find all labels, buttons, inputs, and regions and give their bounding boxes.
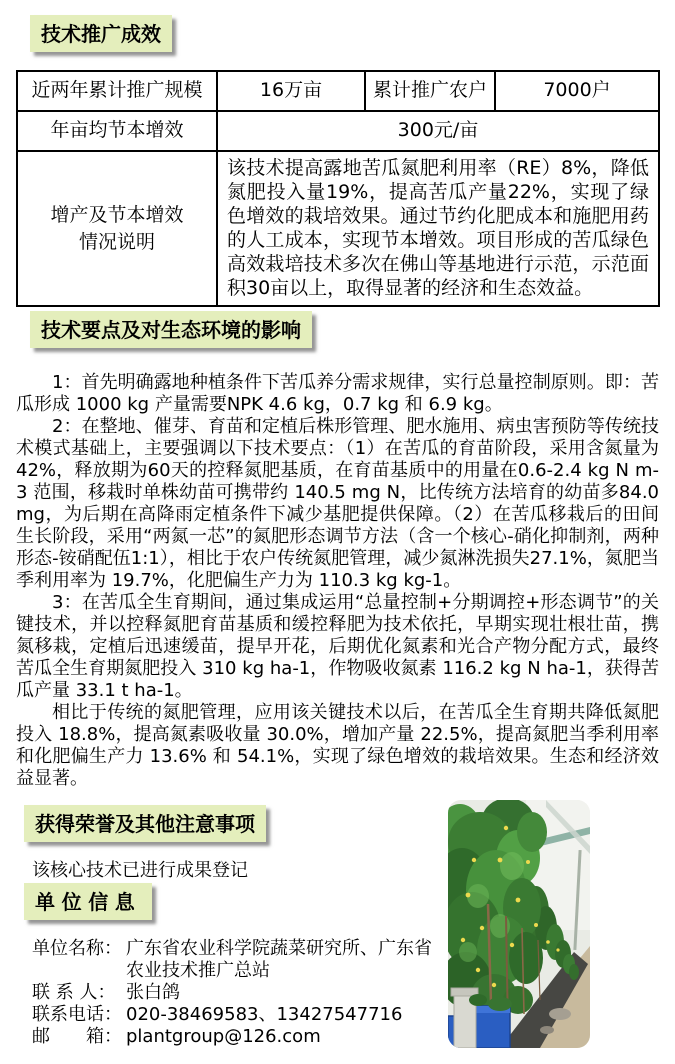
contact-row-email [32, 1026, 438, 1048]
cell-farmers-label: 累计推广农户 [365, 71, 495, 111]
cell-farmers-value: 7000户 [495, 71, 659, 111]
contact-row-unit-name [32, 938, 438, 982]
promotion-stats-table [16, 70, 660, 307]
cell-benefit-value: 300元/亩 [217, 111, 659, 151]
cell-promo-scale-value: 16万亩 [217, 71, 365, 111]
description-label-line1: 增产及节本增效 [50, 203, 184, 226]
section-header-honors: 获得荣誉及其他注意事项 [24, 805, 266, 842]
cell-promo-scale-label: 近两年累计推广规模 [17, 71, 217, 111]
table-row [17, 111, 659, 151]
section-header-tech-points: 技术要点及对生态环境的影响 [30, 311, 312, 348]
contact-value: 020-38469583、13427547716 [126, 1004, 403, 1025]
unit-contact-block [32, 938, 438, 1048]
contact-value: plantgroup@126.com [126, 1026, 321, 1047]
contact-label: 单位名称： [32, 938, 122, 959]
honor-note: 该核心技术已进行成果登记 [32, 860, 248, 881]
contact-label: 联 系 人： [32, 982, 116, 1003]
paragraph-4: 相比于传统的氮肥管理，应用该关键技术以后，在苦瓜全生育期共降低氮肥投入 18.8%，提高氮素吸收量 30.0%，增加产量 22.5%，提高氮肥当季利用率和化肥偏生产力 13.6% 和 54.1%，实现了绿色增效的栽培效果。生态和经济效益显著。 [16, 702, 659, 789]
paragraph-3: 3：在苦瓜全生育期间，通过集成运用“总量控制+分期调控+形态调节”的关键技术，并以控释氮肥育苗基质和缓控释肥为技术依托，早期实现壮根壮苗，携氮移栽，定植后迅速缓苗，提早开花，后期优化氮素和光合产物分配方式，最终苦瓜全生育期氮肥投入 310 kg ha-1，作物吸收氮素 116.2 kg N ha-1，获得苦瓜产量 33.1 t ha-1。 [16, 592, 659, 701]
contact-row-phone [32, 1004, 438, 1026]
table-row [17, 71, 659, 111]
table-row [17, 151, 659, 306]
paragraph-1: 1：首先明确露地种植条件下苦瓜养分需求规律，实行总量控制原则。即：苦瓜形成 1000 kg 产量需要NPK 4.6 kg，0.7 kg 和 6.9 kg。 [16, 372, 659, 415]
tech-points-body [16, 372, 659, 790]
contact-value: 张白鸽 [126, 982, 180, 1003]
cell-description-text: 该技术提高露地苦瓜氮肥利用率（RE）8%，降低氮肥投入量19%，提高苦瓜产量22%，实现了绿色增效的栽培效果。通过节约化肥成本和施肥用药的人工成本，实现节本增效。项目形成的苦瓜绿色高效栽培技术多次在佛山等基地进行示范，示范面积30亩以上，取得显著的经济和生态效益。 [217, 151, 659, 306]
contact-label: 邮 箱： [32, 1026, 122, 1047]
section-header-promotion-results: 技术推广成效 [30, 15, 172, 52]
cell-description-label [17, 151, 217, 306]
cell-benefit-label: 年亩均节本增效 [17, 111, 217, 151]
contact-row-person [32, 982, 438, 1004]
paragraph-2: 2：在整地、催芽、育苗和定植后株形管理、肥水施用、病虫害预防等传统技术模式基础上，主要强调以下技术要点：（1）在苦瓜的育苗阶段，采用含氮量为 42%，释放期为60天的控释氮肥基质，在育苗基质中的用量在0.6-2.4 kg N m-3 范围，移栽时单株幼苗可携带约 140.5 mg N，比传统方法培育的幼苗多84.0 mg，为后期在高降雨定植条件下减少基肥提供保障。（2）在苦瓜移栽后的田间生长阶段，采用“两氮一芯”的氮肥形态调节方法（含一个核心-硝化抑制剂，两种形态-铵硝配伍1:1），相比于农户传统氮肥管理，减少氮淋洗损失27.1%，氮肥当季利用率为 19.7%，化肥偏生产力为 110.3 kg kg-1。 [16, 416, 659, 591]
description-label-line2: 情况说明 [78, 230, 155, 253]
section-header-unit-info: 单位信息 [24, 883, 152, 920]
contact-label: 联系电话： [32, 1004, 122, 1025]
contact-value: 广东省农业科学院蔬菜研究所、广东省农业技术推广总站 [126, 938, 432, 981]
bitter-gourd-plants-photo [448, 800, 590, 1048]
